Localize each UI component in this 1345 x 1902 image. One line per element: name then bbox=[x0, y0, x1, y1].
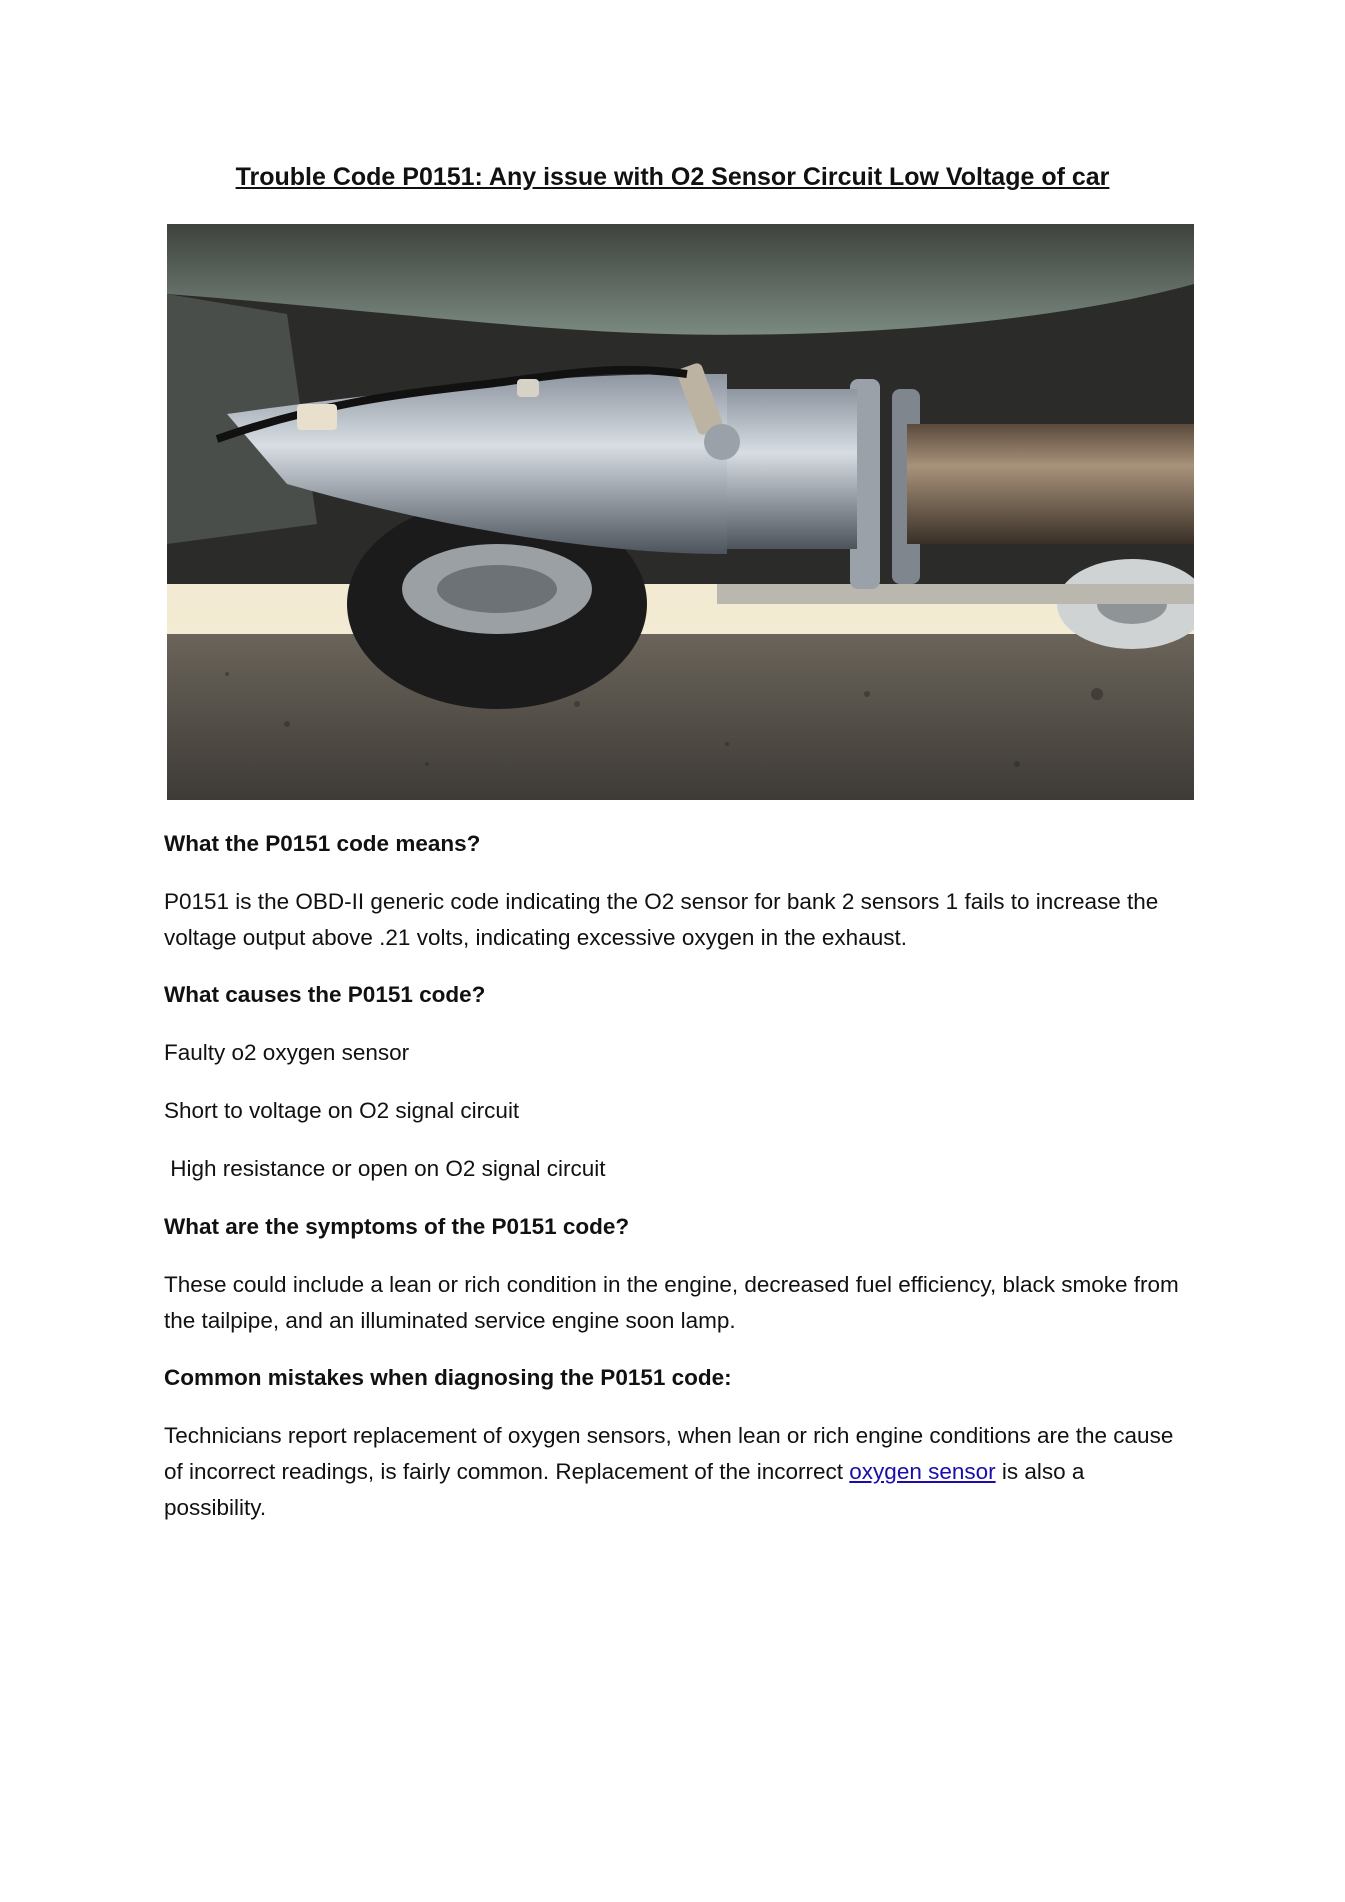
car-exhaust-photo bbox=[167, 224, 1194, 800]
heading-mistakes: Common mistakes when diagnosing the P0151 code: bbox=[164, 1365, 732, 1390]
cause-item-1: Faulty o2 oxygen sensor bbox=[164, 1040, 410, 1065]
mistakes-text-before-link: Technicians report replacement of oxygen sensors, when lean or rich engine conditions are the cause of incorrect readings, is fairly common. Replacement of the incorrect bbox=[164, 1423, 1174, 1484]
paragraph-symptoms: These could include a lean or rich condition in the engine, decreased fuel efficiency, black smoke from the tailpipe, and an illuminated service engine soon lamp. bbox=[164, 1272, 1179, 1333]
car-exhaust-illustration bbox=[167, 224, 1194, 800]
paragraph-mistakes bbox=[164, 1418, 1184, 1526]
cause-item-2: Short to voltage on O2 signal circuit bbox=[164, 1098, 520, 1123]
paragraph-meaning: P0151 is the OBD-II generic code indicating the O2 sensor for bank 2 sensors 1 fails to increase the voltage output above .21 volts, indicating excessive oxygen in the exhaust. bbox=[164, 889, 1159, 950]
heading-meaning: What the P0151 code means? bbox=[164, 831, 481, 856]
oxygen-sensor-link[interactable]: oxygen sensor bbox=[849, 1459, 996, 1484]
heading-symptoms: What are the symptoms of the P0151 code? bbox=[164, 1214, 630, 1239]
page-title: Trouble Code P0151: Any issue with O2 Sensor Circuit Low Voltage of car bbox=[235, 163, 1110, 191]
cause-item-3: High resistance or open on O2 signal circuit bbox=[164, 1156, 606, 1181]
heading-causes: What causes the P0151 code? bbox=[164, 982, 486, 1007]
mistakes-text-after-link: is also a possibility. bbox=[164, 1459, 1085, 1520]
